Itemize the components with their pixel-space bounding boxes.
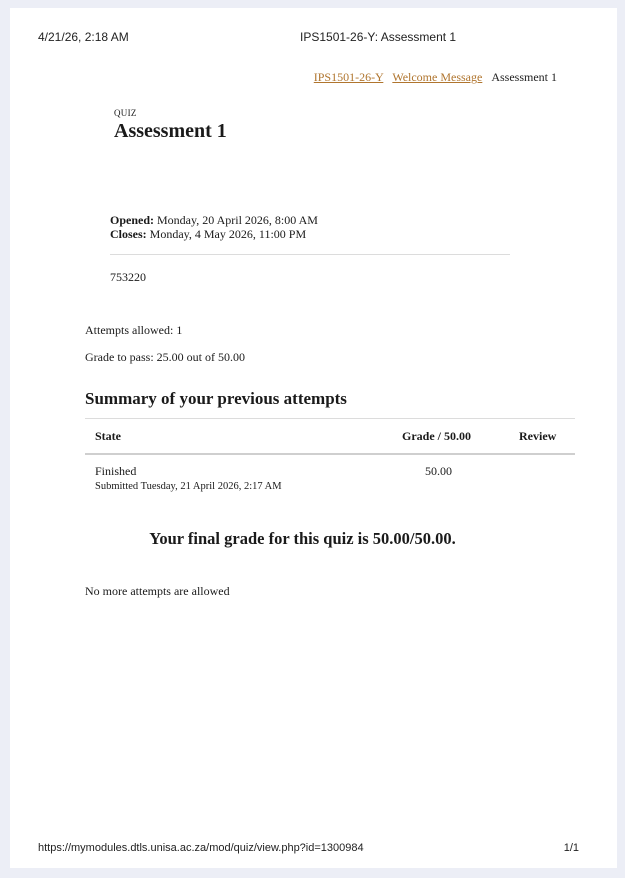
divider [110, 254, 510, 255]
attempts-allowed: Attempts allowed: 1 [85, 323, 183, 337]
summary-heading: Summary of your previous attempts [85, 389, 347, 408]
print-footer-page-number: 1/1 [563, 842, 579, 854]
final-grade: Your final grade for this quiz is 50.00/50.00. [149, 529, 456, 548]
attempt-grade: 50.00 [425, 464, 452, 478]
opened-date [110, 213, 318, 227]
printed-page [10, 8, 617, 868]
opened-value: Monday, 20 April 2026, 8:00 AM [157, 213, 318, 227]
print-header-datetime: 4/21/26, 2:18 AM [38, 30, 129, 44]
table-top-rule [85, 418, 575, 419]
closes-label: Closes: [110, 227, 147, 241]
print-footer-url: https://mymodules.dtls.unisa.ac.za/mod/quiz/view.php?id=1300984 [38, 842, 364, 854]
column-header-state: State [95, 429, 121, 443]
print-header-title: IPS1501-26-Y: Assessment 1 [300, 30, 457, 44]
breadcrumb-current: Assessment 1 [491, 70, 557, 84]
no-more-attempts-message: No more attempts are allowed [85, 584, 230, 598]
breadcrumb [308, 70, 557, 85]
attempt-state: Finished [95, 464, 137, 478]
opened-label: Opened: [110, 213, 155, 227]
quiz-dates [110, 213, 318, 241]
page-title: Assessment 1 [114, 120, 227, 142]
breadcrumb-link-course[interactable]: IPS1501-26-Y [313, 70, 384, 84]
column-header-grade: Grade / 50.00 [402, 429, 471, 443]
breadcrumb-link-welcome-message[interactable]: Welcome Message [392, 70, 483, 84]
grade-to-pass: Grade to pass: 25.00 out of 50.00 [85, 350, 245, 364]
attempt-submitted: Submitted Tuesday, 21 April 2026, 2:17 AM [95, 481, 282, 492]
column-header-review: Review [519, 429, 557, 443]
quiz-code: 753220 [110, 270, 146, 284]
activity-type-label: QUIZ [114, 108, 137, 118]
closes-value: Monday, 4 May 2026, 11:00 PM [149, 227, 307, 241]
table-header-rule [85, 453, 575, 455]
closes-date [110, 227, 318, 241]
